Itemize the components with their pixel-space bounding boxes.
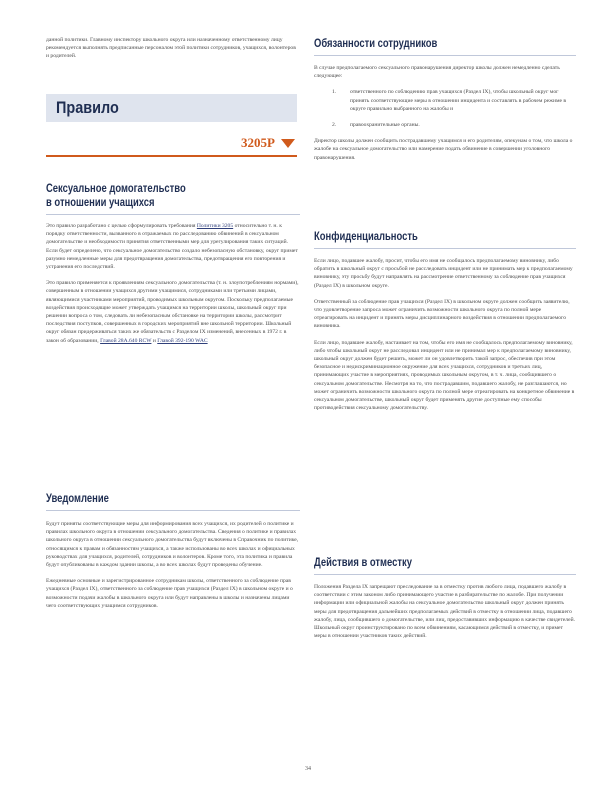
section-staff-duties (314, 37, 576, 162)
retaliation-paragraph: Положения Раздела IX запрещают преследование за в отместку против любого лица, подавшего жалобу в соответствии с этим законом либо принимающего участие в разбирательстве по жалобе. При получении информации или официальной жалобы на сексуальное домогательство школьный округ должен принять меры для предотвращения дальнейших предполагаемых действий в отместку в отношении лица, подавшего жалобу, лица, сообщившего о домогательстве, или лиц, предоставивших информацию в качестве свидетелей. Школьный округ проинструктировано по всем обвинениям, касающимся действий в отместку, и примет меры в отношении участников таких действий. (314, 584, 575, 640)
page-number: 34 (305, 766, 311, 772)
section-retaliation (314, 556, 576, 640)
list-item-text: ответственного по соблюдению прав учащихся (Раздел IX), чтобы школьный округ мог принять соответствующие меры в отношении инцидента и составлять в рабочем режиме в округе правильно выбранного на жалобы и (350, 89, 567, 112)
rule-banner (46, 94, 297, 122)
policy-code-row (46, 135, 297, 151)
section-notification (46, 492, 300, 610)
section-divider (314, 574, 576, 575)
harassment-paragraph-2 (46, 279, 300, 345)
list-item (332, 121, 576, 129)
notification-paragraph-1: Будут приняты соответствующие меры для информирования всех учащихся, их родителей о политике и правилах школьного округа в отношении сексуального домогательства. Сведения о политике и правилах школьного округа в отношении сексуального домогательства будут включены в Справочник по политике, относящимся к правам и обязанностям учащихся, а также использованы во всех школах и официальных руководствах для учащихся, родителей, сотрудников и волонтеров. Кроме того, эта политика и правила будут опубликованы в каждом здании школы, а во всех школах будут проведены обучение. (46, 521, 299, 569)
confidentiality-paragraph-1: Если лицо, подавшее жалобу, просит, чтобы его имя не сообщалось предполагаемому виновнику, либо обратить в школьный округ с просьбой не расследовать инцидент или не принимать мер к предполагаемому виновнику, эту просьбу будут направлять на рассмотрение ответственному за соблюдение прав учащихся (Раздел IX) в школьном округе. (314, 258, 573, 289)
policy-3205-link[interactable]: Политики 3205 (196, 223, 234, 229)
section-heading: Конфиденциальность (314, 231, 418, 243)
wac-link[interactable]: Главой 392-190 WAC (157, 337, 208, 344)
confidentiality-paragraph-2: Ответственный за соблюдение прав учащихся (Раздел IX) в школьном округе должен сообщить заявителю, что удовлетворение запроса может ограничить возможности школьного округа по полной мере отреагировать на инцидент и принять меры дисциплинарного воздействия в отношении предполагаемого виновника. (314, 298, 570, 330)
intro-paragraph: данной политики. Главному инспектору школьного округа или назначенному ответственному лицу рекомендуется выполнять предписанные персоналом этой политики сотрудников, учащихся, волонтеров и родителей. (46, 37, 296, 60)
confidentiality-paragraph-3: Если лицо, подавшее жалобу, настаивает на том, чтобы его имя не сообщалось предполагаемому виновнику, либо чтобы школьный округ не расследовал инцидент или не принимал мер к предполагаемому виновнику, школьный округ должен будет решить, может ли он удовлетворить такой запрос, обеспечив при этом безопасное и недискриминационное окружение для всех учащихся, сотрудников и третьих лиц, принимающих участие в мероприятиях, проводимых школьным округом, в т. ч. лица, сообщившего о сексуальном домогательстве. Несмотря на то, что пострадавшим, подавшего жалобу, не разглашаются, но может ограничить возможности школьного округа по полной мере отреагировать на конкретное обвинение в сексуальном домогательстве, школьный округ будет применять другие доступные ему способы противодействия сексуальному домогательству. (314, 339, 575, 412)
left-column (46, 36, 300, 61)
banner-title: Правило (56, 98, 119, 117)
list-item-text: правоохранительные органы. (350, 122, 420, 129)
staff-paragraph-1: В случае предполагаемого сексуального правонарушения директор школы должен немедленно сделать следующее: (314, 65, 560, 80)
section-confidentiality (314, 230, 576, 412)
section-harassment (46, 182, 300, 345)
policy-code: 3205Р (241, 135, 275, 150)
text-span: относительно т. н. к порядку ответственности, вызванного в отражаемых по расследованию обвинений в сексуальном домогательстве и необходимости принятия ответственными мер для урегулирования таких ситуаций. Если будет определено, что сексуальное домогательство создало небезопасную обстановку, округ примет разумно немедленные меры для предотвращения домогательства, предотвращения его повторения и устранения его последствий. (46, 223, 298, 271)
rcw-link[interactable]: Главой 28А.640 RCW (100, 337, 152, 344)
section-heading: Обязанности сотрудников (314, 38, 438, 50)
section-divider (46, 214, 300, 215)
staff-list (332, 88, 576, 129)
section-heading: Уведомление (46, 493, 109, 505)
list-number: 2. (332, 122, 337, 129)
list-number: 1. (332, 89, 337, 96)
section-divider (46, 510, 300, 511)
text-span: и (152, 337, 156, 344)
orange-divider (46, 155, 297, 157)
notification-paragraph-2: Ежедневные основные и зарегистрированное сотрудникам школы, ответственного за соблюдение прав учащихся (Раздел IX), ответственного за соблюдение прав учащихся (Раздел IX) в школьном округе и о возможности подачи жалобы в школьного округа или будут направлены в школы и назначены лицами чего соответствующих учащимся сотрудников. (46, 578, 293, 609)
section-heading: Сексуальное домогательство (46, 183, 186, 195)
staff-paragraph-2: Директор школы должен сообщить пострадавшему учащимся и его родителям, опекунам о том, что школа о жалобе на сексуальное домогательство или намерение подать обвинение в совершении уголовного правонарушения. (314, 138, 573, 161)
text-span: Это правило разработано с целью сформулировать требования (46, 223, 196, 229)
section-heading-line2: в отношении учащихся (46, 197, 155, 209)
triangle-down-icon (281, 139, 295, 148)
section-divider (314, 55, 576, 56)
list-item (332, 88, 576, 113)
section-heading: Действия в отместку (314, 557, 412, 569)
harassment-paragraph-1 (46, 222, 300, 271)
section-divider (314, 248, 576, 249)
text-span: Это правило применяется к проявлениям сексуального домогательства (т. н. злоупотреблениям нормами), совершенным в отношении учащихся другими учащимися, сотрудниками или третьими лицами, являющимися участниками мероприятий, проводимых школьным округом. Поскольку предполагаемые воздействия происходящие может утверждать учащимся на территории школы, школьный округ при решении вопроса о том, следовать ли небезопасным обстановке на территории школы, рассмотрит последствия поступков, совершенных в городских мероприятий вне школьной территории. Школьный округ обязан придерживаться таких же обязательств с Разделом IX изменений, внесенных в 1972 г. в закон об образовании, (46, 280, 299, 344)
